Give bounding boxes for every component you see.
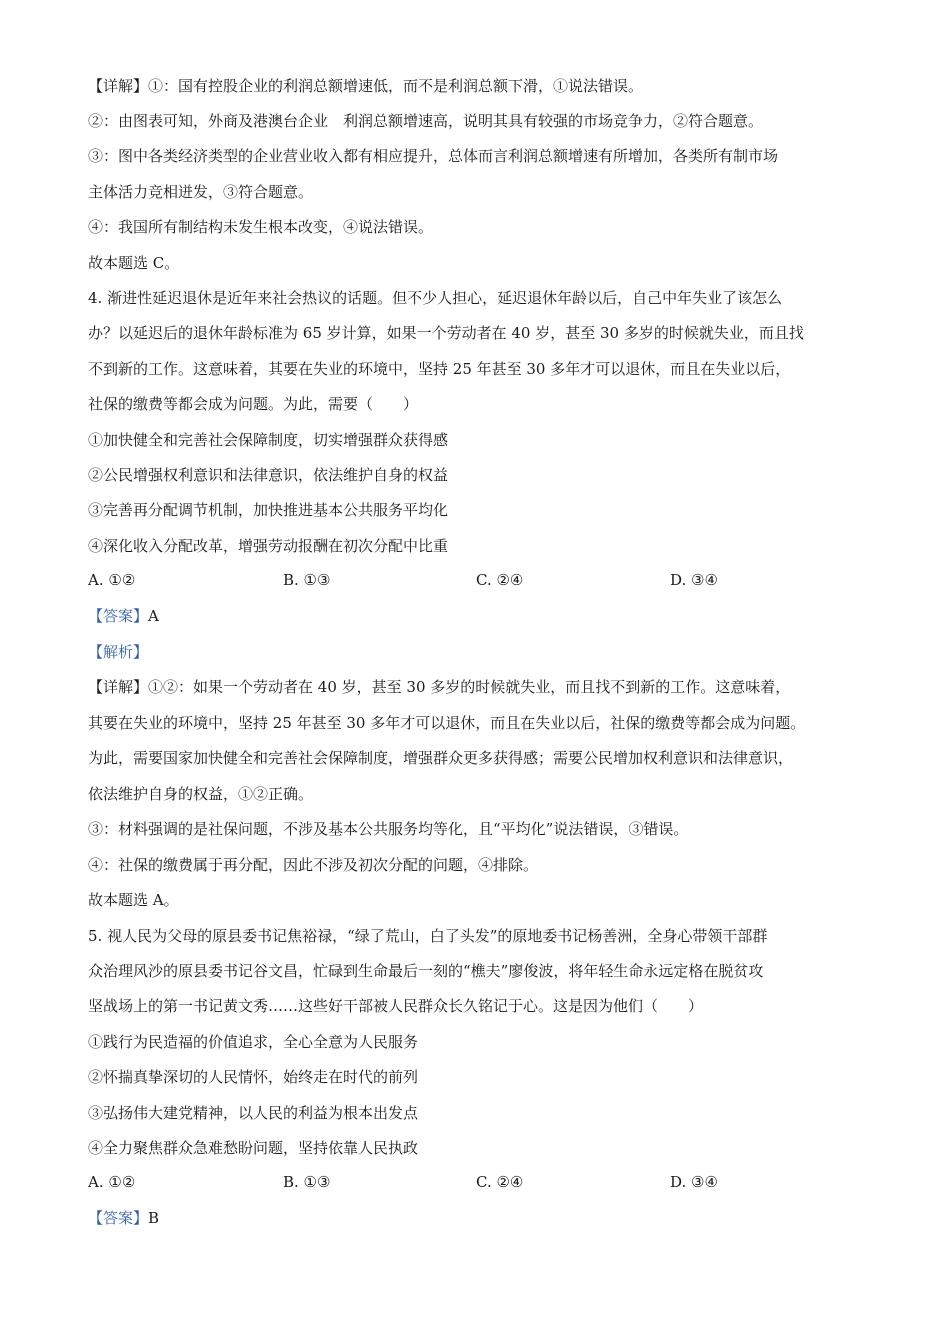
q3-detail-point-2: ②：由图表可知，外商及港澳台企业 利润总额增速高，说明其具有较强的市场竞争力，②符合题意。	[88, 112, 764, 130]
q4-detail-line-4: 依法维护自身的权益，①②正确。	[88, 785, 314, 803]
q3-detail-point-4: ④：我国所有制结构未发生根本改变，④说法错误。	[88, 218, 434, 236]
q5-option-b: B. ①③	[283, 1173, 331, 1191]
q5-options	[88, 1172, 878, 1192]
q4-conclusion: 故本题选 A。	[88, 891, 179, 909]
q3-detail-point-1: ①：国有控股企业的利润总额增速低，而不是利润总额下滑，①说法错误。	[148, 77, 644, 95]
q4-stem-line-4: 社保的缴费等都会成为问题。为此，需要（ ）	[88, 395, 419, 413]
q4-detail-line-6: ④：社保的缴费属于再分配，因此不涉及初次分配的问题，④排除。	[88, 856, 539, 874]
q3-conclusion: 故本题选 C。	[88, 254, 180, 272]
q4-stem-line-3: 不到新的工作。这意味着，其要在失业的环境中，坚持 25 年甚至 30 多年才可以退休，而且在失业以后，	[88, 360, 791, 378]
q5-item-1: ①践行为民造福的价值追求，全心全意为人民服务	[88, 1033, 419, 1051]
q5-stem-line-2: 众治理风沙的原县委书记谷文昌，忙碌到生命最后一刻的“樵夫”廖俊波，将年轻生命永远定格在脱贫攻	[88, 962, 764, 980]
q4-answer-line	[88, 606, 878, 626]
q4-stem-line-1: 4. 渐进性延迟退休是近年来社会热议的话题。但不少人担心，延迟退休年龄以后，自己中年失业了该怎么	[88, 289, 783, 307]
q4-analysis-line	[88, 642, 878, 662]
q4-detail-tag: 【详解】	[88, 678, 149, 696]
q4-option-d: D. ③④	[670, 571, 718, 589]
q5-option-a: A. ①②	[88, 1173, 136, 1191]
q4-item-3: ③完善再分配调节机制，加快推进基本公共服务平均化	[88, 501, 449, 519]
q4-option-c: C. ②④	[476, 571, 524, 589]
q5-item-2: ②怀揣真挚深切的人民情怀，始终走在时代的前列	[88, 1068, 419, 1086]
q5-item-3: ③弘扬伟大建党精神，以人民的利益为根本出发点	[88, 1104, 419, 1122]
q4-answer-value: A	[148, 607, 159, 625]
q5-stem-line-1: 5. 视人民为父母的原县委书记焦裕禄，“绿了荒山，白了头发”的原地委书记杨善洲，全身心带领干部群	[88, 927, 768, 945]
q4-analysis-tag: 【解析】	[88, 643, 149, 661]
q3-detail-point-3b: 主体活力竞相迸发，③符合题意。	[88, 183, 314, 201]
q3-detail-line-1	[88, 76, 878, 96]
q4-detail-line-1	[88, 677, 878, 697]
q5-answer-line	[88, 1208, 878, 1228]
q4-answer-tag: 【答案】	[88, 607, 149, 625]
q5-stem-line-3: 坚战场上的第一书记黄文秀……这些好干部被人民群众长久铭记于心。这是因为他们（ ）	[88, 997, 704, 1015]
q5-answer-value: B	[148, 1209, 160, 1227]
q4-option-a: A. ①②	[88, 571, 136, 589]
q4-detail-line-2: 其要在失业的环境中，坚持 25 年甚至 30 多年才可以退休，而且在失业以后，社保的缴费等都会成为问题。	[88, 714, 806, 732]
q4-detail-line-5: ③：材料强调的是社保问题，不涉及基本公共服务均等化，且“平均化”说法错误，③错误。	[88, 820, 689, 838]
q3-detail-point-3a: ③：图中各类经济类型的企业营业收入都有相应提升，总体而言利润总额增速有所增加，各类所有制市场	[88, 147, 779, 165]
q5-item-4: ④全力聚焦群众急难愁盼问题，坚持依靠人民执政	[88, 1139, 419, 1157]
q5-option-d: D. ③④	[670, 1173, 718, 1191]
q4-detail-text-1: ①②：如果一个劳动者在 40 岁，甚至 30 多岁的时候就失业，而且找不到新的工作。这意味着，	[148, 678, 791, 696]
q5-answer-tag: 【答案】	[88, 1209, 149, 1227]
q4-item-1: ①加快健全和完善社会保障制度，切实增强群众获得感	[88, 431, 449, 449]
q4-item-4: ④深化收入分配改革，增强劳动报酬在初次分配中比重	[88, 537, 449, 555]
q4-stem-line-2: 办？以延迟后的退休年龄标准为 65 岁计算，如果一个劳动者在 40 岁，甚至 30 多岁的时候就失业，而且找	[88, 324, 804, 342]
q4-option-b: B. ①③	[283, 571, 331, 589]
q3-detail-tag: 【详解】	[88, 77, 149, 95]
q4-item-2: ②公民增强权利意识和法律意识，依法维护自身的权益	[88, 466, 449, 484]
q4-options	[88, 570, 878, 590]
q5-option-c: C. ②④	[476, 1173, 524, 1191]
q4-detail-line-3: 为此，需要国家加快健全和完善社会保障制度，增强群众更多获得感；需要公民增加权利意识和法律意识，	[88, 749, 794, 767]
